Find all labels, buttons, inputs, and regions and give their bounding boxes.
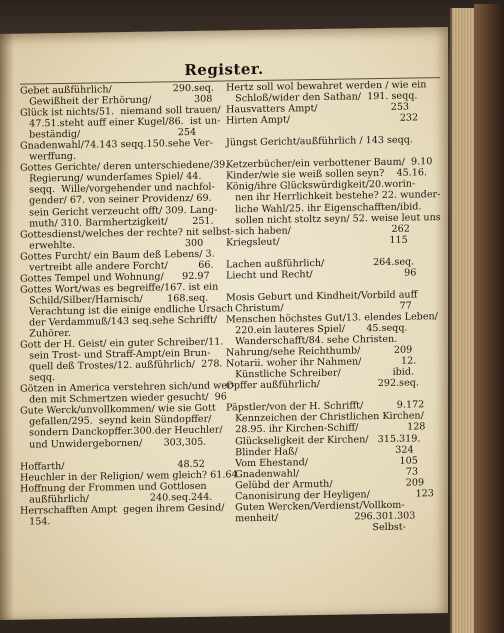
- left-index-column: [20, 82, 238, 528]
- index-entry-line: Wanderschafft/84. sehe Christen.: [226, 333, 398, 348]
- index-entry-line: den mit Schmertzen wieder gesucht/ 96: [20, 391, 227, 406]
- index-entry-line: seqq.: [20, 372, 56, 384]
- index-entry-line: Künstliche Schreiber/ ibid.: [226, 366, 415, 381]
- index-entry-line: 47.51.steht auff einer Kugel/86. ist un-: [20, 115, 221, 130]
- index-entry-line: Götzen in America verstehren sich/und wer-: [20, 380, 235, 395]
- index-entry-line: sollen nicht stoltz seyn/ 52. weise leut uns: [226, 211, 441, 227]
- index-entry-line: muth/ 310. Barmhertzigkeit/ 251.: [20, 215, 214, 230]
- index-entry-line: Gottes Tempel und Wohnung/ 92.97: [20, 270, 210, 285]
- index-entry-line: 220.ein lauteres Spiel/ 45.seqq.: [226, 322, 408, 337]
- index-entry-line: nen ihr Herrlichkeit bestehe? 22. wunder-: [226, 189, 441, 204]
- index-entry-line: Nahrung/sehe Reichthumb/ 209: [226, 344, 413, 359]
- index-entry-line: und Unwidergebornen/ 303,305.: [20, 436, 207, 451]
- index-entry-line: Gottes Gerichte/ deren unterschiedene/39.: [20, 159, 229, 175]
- index-entry-line: Regierung/ wunderſames Spiel/ 44.: [20, 171, 202, 186]
- index-entry-line: Hausvatters Ampt/ 253: [226, 101, 410, 116]
- index-entry-line: der Verdammuß/143 seq.sehe Schrifft/: [20, 314, 218, 329]
- index-entry-line: gefallen/295. seynd kein Sündopffer/: [20, 414, 212, 429]
- index-entry-line: Glückseligkeit der Kirchen/ 315.319.: [226, 432, 421, 447]
- index-entry-line: Ketzerbücher/ein verbottener Baum/ 9.10: [226, 156, 433, 171]
- index-entry-line: sondern Danckopffer.300.der Heuchler/: [20, 424, 223, 440]
- index-entry-line: Notarii. woher ihr Nahmen/ 12.: [226, 355, 417, 370]
- index-entry-line: 154.: [20, 516, 51, 528]
- index-entry-line: quell deß Trostes/12. außführlich/ 278.: [20, 358, 223, 373]
- index-entry-line: Guten Wercken/Verdienst/Vollkom-: [226, 499, 405, 514]
- index-entry-line: Gnadenwahl/ 73: [226, 466, 419, 481]
- book-page: [0, 27, 448, 620]
- index-entry-line: außführlich/ 240.seq.244.: [20, 491, 213, 506]
- index-entry-line: Gott der H. Geist/ ein guter Schreiber/11.: [20, 336, 224, 351]
- index-entry-line: Verachtung ist die einige endliche Ursach: [20, 303, 234, 318]
- index-entry-line: Hoffarth/ 48.52: [20, 458, 205, 473]
- index-entry-line: Opffer außführlich/ 292.seq.: [226, 377, 419, 392]
- index-entry-line: Christum/ 77: [226, 300, 412, 315]
- index-entry-line: Gnadenwahl/74.143 seqq.150.sehe Ver-: [20, 137, 213, 152]
- index-entry-line: Kinder/wie sie weiß sollen seyn? 45.16.: [226, 167, 427, 182]
- page-title: Register.: [184, 59, 264, 80]
- index-entry-line: sein Trost- und Straff-Ampt/ein Brun-: [20, 347, 211, 362]
- index-entry-line: Schild/Silber/Harnisch/ 168.seq.: [20, 292, 209, 307]
- book-cover: [474, 4, 504, 633]
- index-entry-line: Gute Werck/unvollkommen/ wie sie Gott: [20, 402, 216, 418]
- index-entry-line: vertreibt alle andere Forcht/ 66.: [20, 259, 214, 274]
- index-entry-line: Liecht und Recht/ 96: [226, 267, 417, 282]
- index-entry-line: sein Gericht verzeucht offt/ 309. Lang-: [20, 204, 218, 219]
- index-entry-line: Mosis Geburt und Kindheit/Vorbild auff: [226, 289, 418, 304]
- index-entry-line: König/ihre Glückswürdigkeit/20.worin-: [226, 178, 416, 193]
- index-entry-line: seqq. Wille/vorgehender und nachfol-: [20, 182, 215, 197]
- index-entry-line: Hertz soll wol bewahret werden / wie ein: [226, 79, 427, 94]
- index-entry-line: Jüngst Gericht/außführlich / 143 seqq.: [226, 134, 413, 149]
- index-entry-line: Hoffnung der Frommen und Gottlosen: [20, 480, 207, 495]
- right-index-column: [226, 79, 440, 535]
- index-entry-line: gender/ 67. von seiner Providenz/ 69.: [20, 193, 212, 208]
- index-entry-line: Blinder Haß/ 324: [226, 444, 414, 458]
- index-entry-line: Gelübd der Armuth/ 209: [226, 477, 425, 492]
- index-entry-line: Herrschafften Ampt gegen ihrem Gesind/: [20, 502, 225, 517]
- index-entry-line: Menschen höchstes Gut/13. elendes Leben/: [226, 311, 438, 326]
- index-entry-line: werffung.: [20, 151, 76, 163]
- gutter-shadow: [0, 34, 14, 620]
- index-entry-line: Vom Ehestand/ 105: [226, 455, 418, 470]
- index-entry-line: Hirten Ampt/ 232: [226, 112, 419, 127]
- index-entry-line: erwehlte. 300: [20, 237, 204, 252]
- index-entry-line: Glück ist nichts/51. niemand soll trauen/: [20, 104, 221, 119]
- index-entry-line: Gewißheit der Erhörung/ 308: [20, 93, 213, 108]
- index-entry-line: Gottes Wort/was es begreiffe/167. ist ein: [20, 281, 219, 296]
- index-entry-line: Schloß/wider den Sathan/ 191. seqq.: [226, 90, 418, 105]
- index-entry-line: Canonisirung der Heyligen/ 123: [226, 487, 434, 503]
- index-entry-line: 28.95. ihr Kirchen-Schiff/ 128: [226, 421, 426, 436]
- index-entry-line: Kennzeichen der Christlichen Kirchen/: [226, 410, 424, 425]
- index-entry-line: menheit/ 296.301.303: [226, 510, 416, 525]
- index-entry-line: Gebet außführlich/ 290.seq.: [20, 82, 214, 97]
- index-entry-line: Gottesdienst/welches der rechte? nit selbst-: [20, 225, 234, 241]
- index-entry-line: Zuhörer.: [20, 327, 71, 340]
- index-entry-line: liche Wahl/25. ihr Eigenschafften/ibid.: [226, 200, 422, 215]
- index-entry-line: Kriegsleut/ 115: [226, 234, 408, 249]
- index-entry-line: Lachen außführlich/ 264.seq.: [226, 256, 415, 271]
- index-entry-line: sich haben/ 262: [226, 223, 410, 238]
- index-entry-line: Gottes Furcht/ ein Baum deß Lebens/ 3.: [20, 248, 215, 263]
- index-entry-line: Selbst-: [226, 521, 406, 536]
- index-entry-line: Heuchler in der Religion/ wem gleich? 61.64: [20, 468, 238, 484]
- index-entry-line: Päpstler/von der H. Schrifft/ 9.172: [226, 399, 425, 414]
- index-entry-line: beständig/ 254: [20, 127, 197, 141]
